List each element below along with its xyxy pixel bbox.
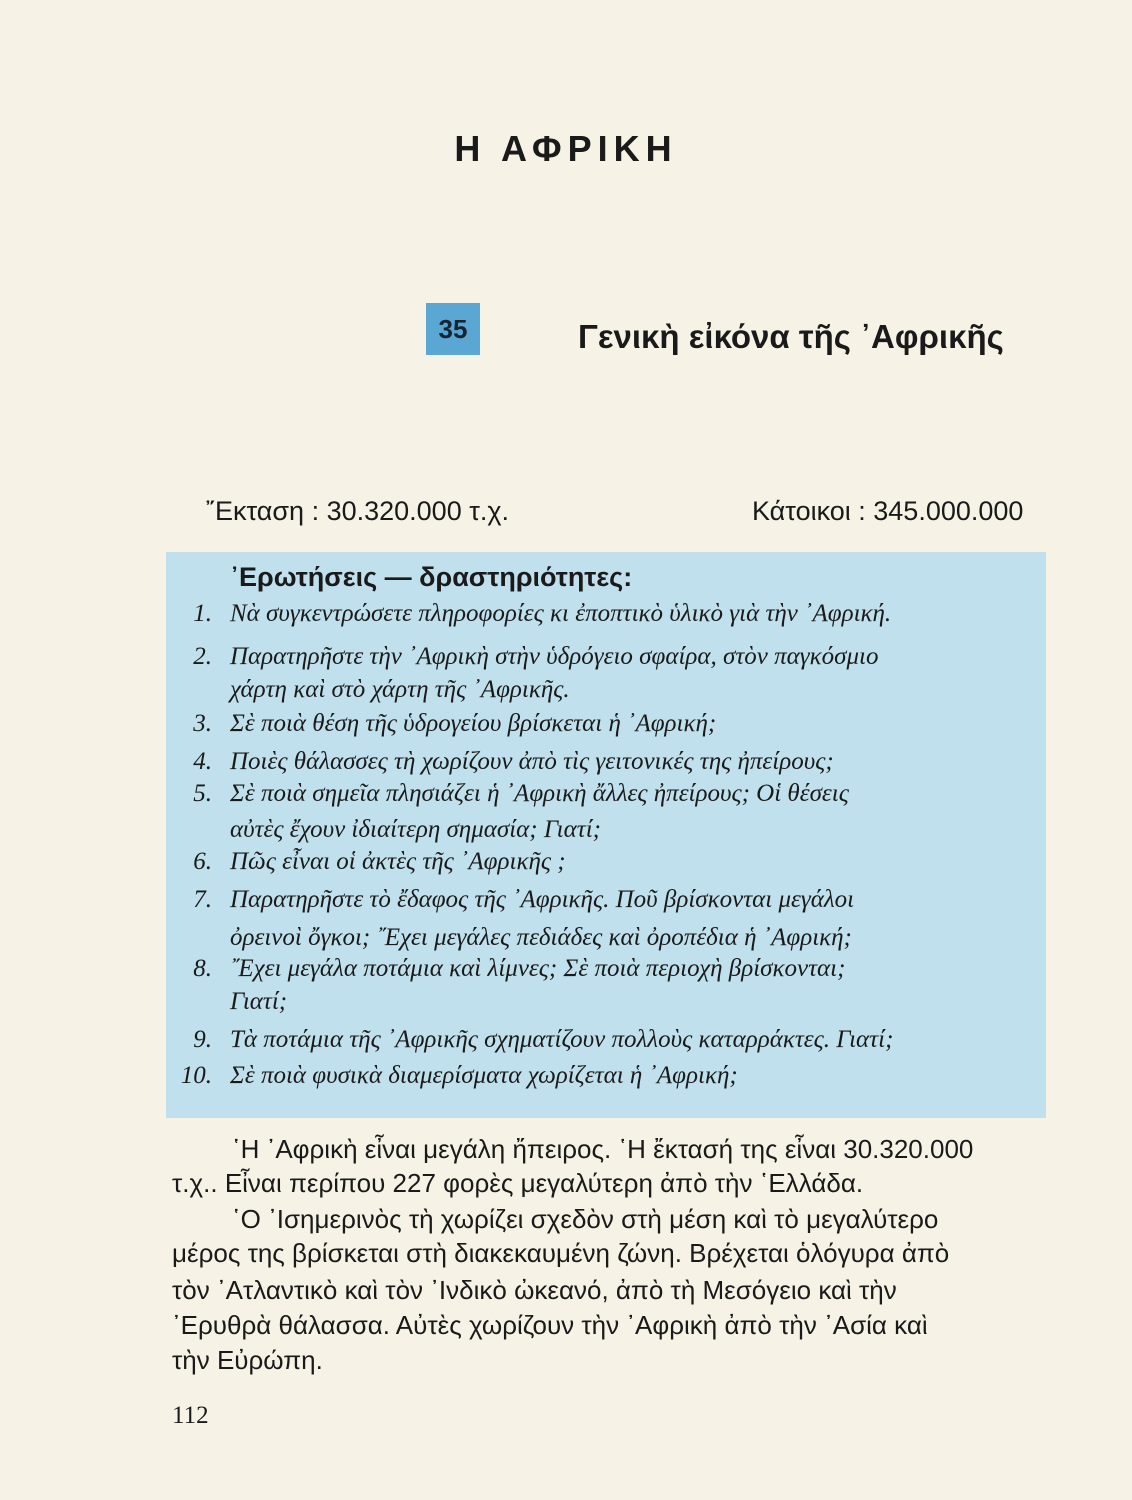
question-text: Σὲ ποιὰ φυσικὰ διαμερίσματα χωρίζεται ἡ ᾿Αφρική;: [230, 1062, 738, 1089]
question-text: Γιατί;: [230, 988, 288, 1015]
question-text: Σὲ ποιὰ σημεῖα πλησιάζει ἡ ᾿Αφρικὴ ἄλλες ἠπείρους; Οἱ θέσεις: [230, 780, 849, 807]
question-text: χάρτη καὶ στὸ χάρτη τῆς ᾿Αφρικῆς.: [230, 676, 570, 703]
question-text: Τὰ ποτάμια τῆς ᾿Αφρικῆς σχηματίζουν πολλοὺς καταρράκτες. Γιατί;: [230, 1026, 894, 1053]
question-number: 3.: [193, 710, 212, 737]
question-text: αὐτὲς ἔχουν ἰδιαίτερη σημασία; Γιατί;: [230, 816, 601, 843]
population-stat: Κάτοικοι : 345.000.000: [752, 496, 1024, 526]
question-text: Σὲ ποιὰ θέση τῆς ὑδρογείου βρίσκεται ἡ ᾿Αφρική;: [230, 710, 717, 737]
chapter-title: Η ΑΦΡΙΚΗ: [454, 128, 678, 169]
lesson-title: Γενικὴ εἰκόνα τῆς ᾿Αφρικῆς: [578, 318, 1004, 355]
question-text: ῎Εχει μεγάλα ποτάμια καὶ λίμνες; Σὲ ποιὰ περιοχὴ βρίσκονται;: [230, 955, 846, 982]
question-number: 1.: [193, 600, 212, 627]
body-text-line: ᾿Ερυθρὰ θάλασσα. Αὐτὲς χωρίζουν τὴν ᾿Αφρικὴ ἀπὸ τὴν ᾿Ασία καὶ: [172, 1310, 928, 1340]
question-number: 5.: [193, 780, 212, 807]
question-number: 8.: [193, 955, 212, 982]
question-text: Παρατηρῆστε τὴν ᾿Αφρικὴ στὴν ὑδρόγειο σφαίρα, στὸν παγκόσμιο: [230, 643, 879, 670]
lesson-number-badge: 35: [426, 303, 480, 355]
body-text-line: τὴν Εὐρώπη.: [172, 1345, 323, 1375]
question-text: Πῶς εἶναι οἱ ἀκτὲς τῆς ᾿Αφρικῆς ;: [230, 848, 566, 875]
body-text-line: τ.χ.. Εἶναι περίπου 227 φορὲς μεγαλύτερη ἀπὸ τὴν ῾Ελλάδα.: [172, 1168, 864, 1198]
question-number: 6.: [193, 848, 212, 875]
body-text-line: τὸν ᾿Ατλαντικὸ καὶ τὸν ᾿Ινδικὸ ὠκεανό, ἀπὸ τὴ Μεσόγειο καὶ τὴν: [172, 1275, 897, 1305]
question-text: ὀρεινοὶ ὄγκοι; ῎Εχει μεγάλες πεδιάδες καὶ ὀροπέδια ἡ ᾿Αφρική;: [230, 924, 852, 951]
question-number: 7.: [193, 886, 212, 913]
page-number: 112: [172, 1402, 209, 1429]
questions-heading: ᾿Ερωτήσεις — δραστηριότητες:: [230, 562, 633, 592]
question-text: Ποιὲς θάλασσες τὴ χωρίζουν ἀπὸ τὶς γειτονικές της ἠπείρους;: [230, 748, 834, 775]
body-text-line: ῾Ο ᾿Ισημερινὸς τὴ χωρίζει σχεδὸν στὴ μέση καὶ τὸ μεγαλύτερο: [232, 1204, 939, 1234]
body-text-line: μέρος της βρίσκεται στὴ διακεκαυμένη ζώνη. Βρέχεται ὁλόγυρα ἀπὸ: [172, 1238, 950, 1268]
question-number: 9.: [193, 1026, 212, 1053]
body-text-line: ῾Η ᾿Αφρικὴ εἶναι μεγάλη ἤπειρος. ῾Η ἔκτασή της εἶναι 30.320.000: [232, 1134, 974, 1164]
question-text: Νὰ συγκεντρώσετε πληροφορίες κι ἐποπτικὸ ὑλικὸ γιὰ τὴν ᾿Αφρική.: [230, 600, 892, 627]
area-stat: ῎Εκταση : 30.320.000 τ.χ.: [206, 496, 510, 526]
question-number: 2.: [193, 643, 212, 670]
question-number: 4.: [193, 748, 212, 775]
question-text: Παρατηρῆστε τὸ ἔδαφος τῆς ᾿Αφρικῆς. Ποῦ βρίσκονται μεγάλοι: [230, 886, 855, 913]
question-number: 10.: [180, 1062, 212, 1089]
